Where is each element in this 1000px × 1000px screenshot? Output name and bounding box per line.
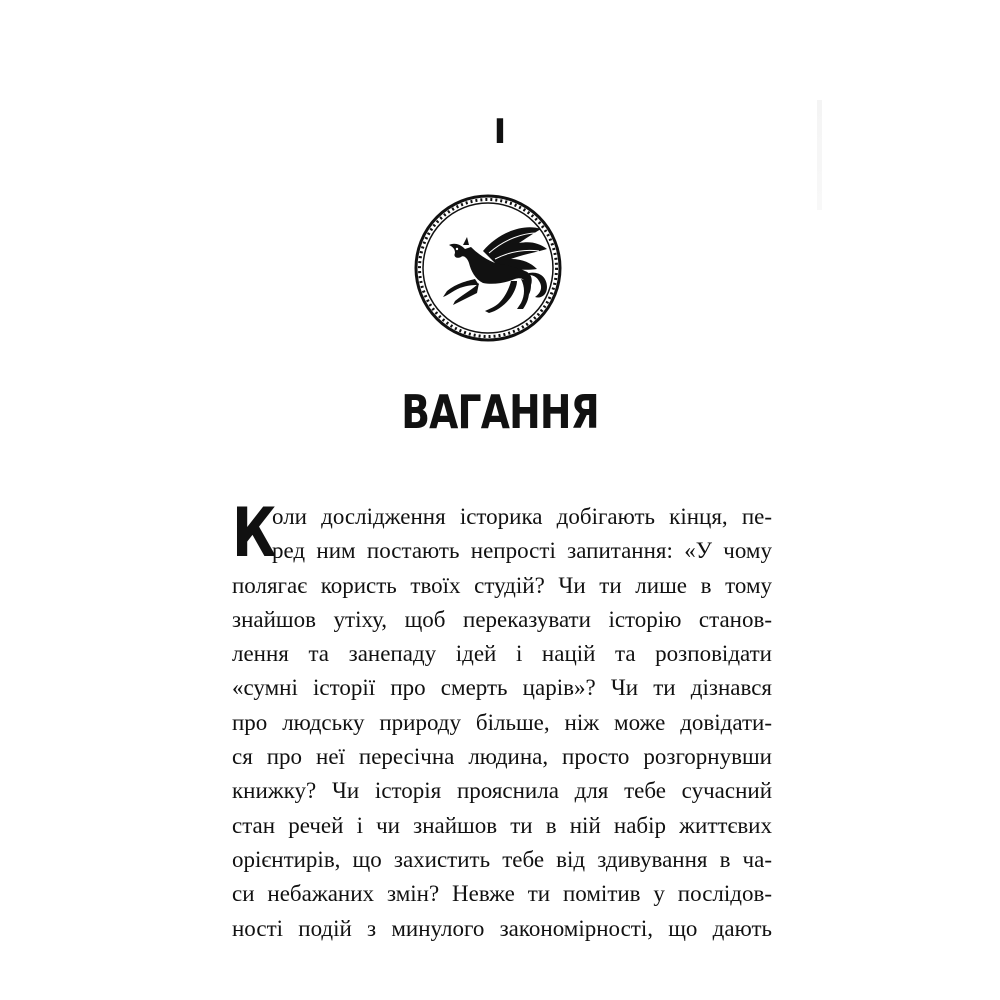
text-line: оли дослідження історика добігають кінця, пе-	[272, 504, 772, 529]
pegasus-icon	[413, 193, 563, 343]
text-line: полягає користь твоїх студій? Чи ти лише в тому	[232, 572, 772, 598]
drop-cap: К	[232, 494, 277, 573]
chapter-number: I	[493, 112, 507, 152]
text-line: орієнтирів, що захистить тебе від здивування в ча-	[232, 846, 772, 872]
chapter-title: ВАГАННЯ	[401, 385, 599, 439]
text-line: лення та занепаду ідей і націй та розповідати	[232, 641, 772, 667]
text-line: «сумні історії про смерть царів»? Чи ти дізнався	[232, 675, 772, 701]
text-line: ред ним постають непрості запитання: «У чому	[272, 538, 772, 564]
text-line: книжку? Чи історія прояснила для тебе сучасний	[232, 778, 772, 804]
text-line: знайшов утіху, щоб переказувати історію станов-	[232, 606, 772, 632]
text-line: ності подій з минулого закономірності, що дають	[232, 915, 772, 941]
text-line: про людську природу більше, ніж може довідати-	[232, 709, 772, 735]
text-line: си небажаних змін? Невже ти помітив у послідов-	[232, 881, 772, 907]
text-line: ся про неї пересічна людина, просто розгорнувши	[232, 744, 772, 770]
text-line: стан речей і чи знайшов ти в ній набір життєвих	[232, 812, 772, 838]
chapter-body	[232, 494, 772, 946]
